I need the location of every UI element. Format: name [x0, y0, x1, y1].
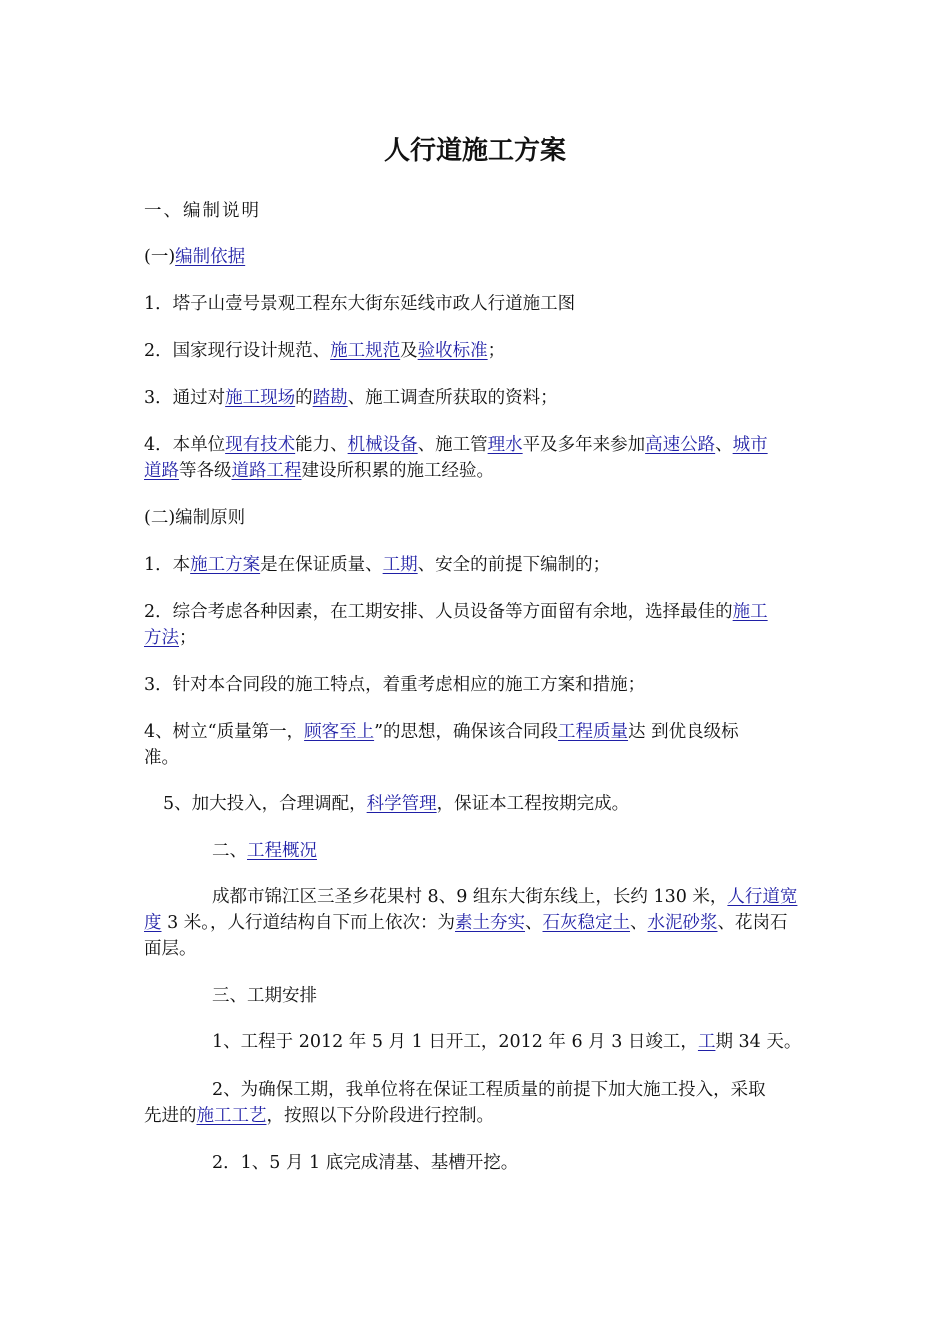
text-run: 1．本 [144, 555, 191, 575]
text-run: 建设所积累的施工经验。 [301, 461, 494, 481]
text-run: 2、为确保工期，我单位将在保证工程质量的前提下加大施工投入，采取 [212, 1080, 766, 1100]
text-run: 2．国家现行设计规范、 [144, 341, 331, 361]
text-run: ； [487, 341, 506, 361]
hyperlink[interactable]: 方法 [144, 628, 179, 648]
text-run: 二、 [212, 841, 247, 861]
text-run: 能力、 [295, 435, 348, 455]
hyperlink[interactable]: 踏勘 [312, 388, 348, 408]
text-run: 及 [400, 341, 418, 361]
hyperlink[interactable]: 水泥砂浆 [647, 913, 718, 933]
text-run: (二)编制原则 [144, 508, 246, 528]
paragraph-line-9 [144, 552, 610, 578]
hyperlink[interactable]: 施工工艺 [196, 1106, 267, 1126]
paragraph-line-20 [212, 983, 317, 1009]
text-run: (一) [144, 247, 176, 267]
text-run: 1．塔子山壹号景观工程东大街东延线市政人行道施工图 [144, 294, 576, 314]
hyperlink[interactable]: 工期 [382, 555, 418, 575]
paragraph-line-11 [144, 625, 197, 651]
text-run: 先进的 [144, 1106, 197, 1126]
text-run: 三、工期安排 [212, 986, 317, 1006]
paragraph-line-16 [212, 838, 317, 864]
paragraph-line-14 [144, 745, 179, 771]
hyperlink[interactable]: 编制依据 [175, 247, 246, 267]
hyperlink[interactable]: 人行道宽 [727, 887, 798, 907]
text-run: 平及多年来参加 [522, 435, 646, 455]
text-run: 2．综合考虑各种因素，在工期安排、人员设备等方面留有余地，选择最佳的 [144, 602, 733, 622]
hyperlink[interactable]: 顾客至上 [304, 722, 375, 742]
paragraph-line-8 [144, 505, 245, 531]
paragraph-line-23 [144, 1103, 494, 1129]
hyperlink[interactable]: 道路工程 [231, 461, 302, 481]
hyperlink[interactable]: 城市 [732, 435, 768, 455]
hyperlink[interactable]: 机械设备 [347, 435, 418, 455]
paragraph-line-3 [144, 291, 575, 317]
text-run: 5、加大投入，合理调配， [163, 794, 367, 814]
text-run: ，按照以下分阶段进行控制。 [266, 1106, 494, 1126]
paragraph-line-1 [144, 198, 261, 224]
text-run: 、施工调查所获取的资料； [347, 388, 558, 408]
text-run: 成都市锦江区三圣乡花果村 8、9 组东大街东线上，长约 130 米， [212, 887, 728, 907]
text-run: 准。 [144, 748, 179, 768]
hyperlink[interactable]: 素土夯实 [455, 913, 526, 933]
text-run: 4、树立“质量第一， [144, 722, 305, 742]
hyperlink[interactable]: 工 [697, 1032, 716, 1052]
text-run: 、安全的前提下编制的； [417, 555, 611, 575]
hyperlink[interactable]: 施工规范 [330, 341, 401, 361]
paragraph-line-2 [144, 244, 245, 270]
text-run: 、施工管 [417, 435, 488, 455]
paragraph-line-10 [144, 599, 768, 625]
text-run: 达 到优良级标 [628, 722, 739, 742]
text-run: 是在保证质量、 [260, 555, 383, 575]
text-run: 、花岗石 [717, 913, 788, 933]
paragraph-line-19 [144, 936, 197, 962]
paragraph-line-17 [212, 884, 797, 910]
paragraph-line-18 [144, 910, 788, 936]
text-run: 面层。 [144, 939, 197, 959]
hyperlink[interactable]: 高速公路 [645, 435, 716, 455]
text-run: 4．本单位 [144, 435, 226, 455]
text-run: ； [179, 628, 197, 648]
paragraph-line-22 [212, 1077, 766, 1103]
text-run: 2．1、5 月 1 底完成清基、基槽开挖。 [212, 1153, 519, 1173]
paragraph-line-5 [144, 385, 558, 411]
hyperlink[interactable]: 科学管理 [366, 794, 437, 814]
text-run: 3．针对本合同段的施工特点，着重考虑相应的施工方案和措施； [144, 675, 646, 695]
hyperlink[interactable]: 度 [144, 913, 162, 933]
text-run: 期 34 天。 [715, 1032, 802, 1052]
text-run: 等各级 [179, 461, 232, 481]
hyperlink[interactable]: 道路 [144, 461, 179, 481]
text-run: 、 [630, 913, 648, 933]
hyperlink[interactable]: 现有技术 [225, 435, 296, 455]
text-run: 1、工程于 2012 年 5 月 1 日开工，2012 年 6 月 3 日竣工， [212, 1032, 698, 1052]
text-run: 3 米。，人行道结构自下而上依次：为 [161, 913, 456, 933]
hyperlink[interactable]: 施工方案 [190, 555, 261, 575]
hyperlink[interactable]: 工程概况 [247, 841, 317, 861]
paragraph-line-7 [144, 458, 494, 484]
paragraph-line-4 [144, 338, 505, 364]
hyperlink[interactable]: 理水 [487, 435, 523, 455]
text-run: ”的思想，确保该合同段 [374, 722, 559, 742]
text-run: ，保证本工程按期完成。 [436, 794, 630, 814]
hyperlink[interactable]: 施工现场 [225, 388, 296, 408]
paragraph-line-12 [144, 672, 645, 698]
paragraph-line-13 [144, 719, 739, 745]
text-run: 3．通过对 [144, 388, 226, 408]
paragraph-line-6 [144, 432, 768, 458]
hyperlink[interactable]: 验收标准 [417, 341, 488, 361]
paragraph-line-21 [212, 1029, 801, 1055]
text-run: 一、编制说明 [144, 201, 261, 221]
paragraph-line-15 [163, 791, 629, 817]
hyperlink[interactable]: 施工 [732, 602, 768, 622]
hyperlink[interactable]: 石灰稳定土 [542, 913, 631, 933]
hyperlink[interactable]: 工程质量 [558, 722, 629, 742]
paragraph-line-24 [212, 1150, 518, 1176]
text-run: 、 [715, 435, 733, 455]
page-title: 人行道施工方案 [383, 136, 566, 166]
text-run: 的 [295, 388, 313, 408]
text-run: 、 [525, 913, 543, 933]
